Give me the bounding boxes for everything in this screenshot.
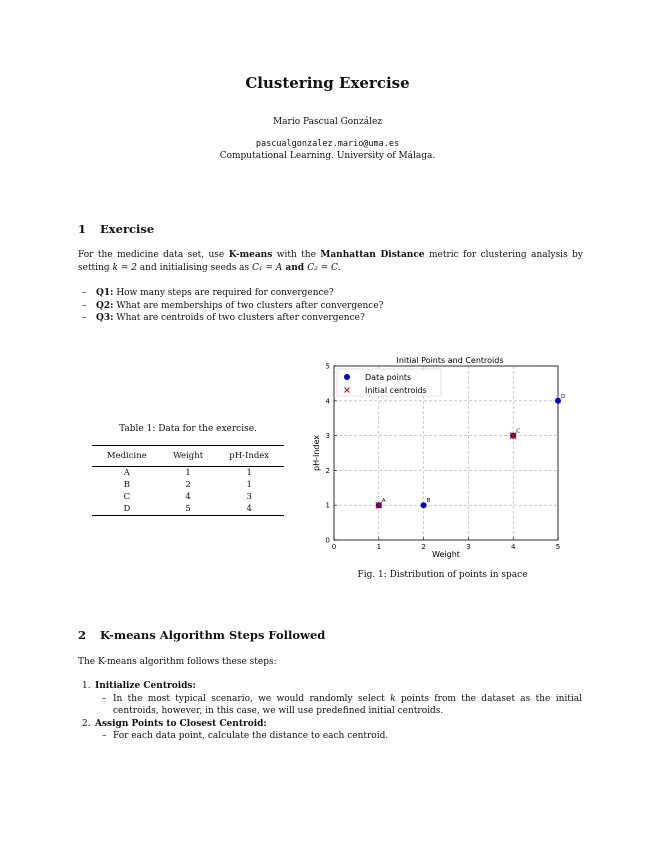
list-item: – Q1: How many steps are required for convergence? <box>82 287 592 300</box>
data-point-label: B <box>426 498 431 505</box>
author-name: Mario Pascual González <box>272 117 383 127</box>
list-item: – Q2: What are memberships of two clusters after convergence? <box>82 300 592 313</box>
y-tick-label: 2 <box>325 466 330 475</box>
table-row: A 1 1 <box>123 468 252 478</box>
table-row: B 2 1 <box>123 480 252 490</box>
paper-title: Clustering Exercise <box>245 74 410 92</box>
table-header: pH-Index <box>229 451 270 461</box>
y-axis-label: pH-Index <box>312 434 321 472</box>
legend-label: Initial centroids <box>365 386 427 395</box>
table-row: C 4 3 <box>123 492 252 502</box>
section-number: 2 <box>78 628 87 642</box>
x-tick-label: 4 <box>510 543 516 551</box>
section-heading-exercise <box>78 222 154 236</box>
y-tick-label: 3 <box>325 432 330 441</box>
section-heading-kmeans <box>78 628 325 642</box>
data-point-label: D <box>561 393 566 400</box>
table-caption: Table 1: Data for the exercise. <box>119 424 257 434</box>
x-tick-label: 3 <box>466 543 471 551</box>
kmeans-intro: The K-means algorithm follows these steps: <box>78 657 277 667</box>
section-title: K-means Algorithm Steps Followed <box>100 628 326 642</box>
data-layer <box>376 394 565 508</box>
list-item: 1. Initialize Centroids: – In the most typical scenario, we would randomly select k points from the dataset as the initial centroids, however, in this case, we will use predefined initial centroids. <box>82 681 582 716</box>
y-tick-label: 4 <box>325 397 330 406</box>
author-email: pascualgonzalez.mario@uma.es <box>255 139 400 149</box>
section-title: Exercise <box>100 222 155 236</box>
exercise-intro: For the medicine data set, use K-means with the Manhattan Distance metric for clustering analysis by setting k = 2 and initialising seeds as C₁ = A and C₂ = C. <box>78 250 583 273</box>
data-point-label: A <box>381 498 386 505</box>
legend <box>337 369 441 396</box>
section-number: 1 <box>78 222 87 236</box>
author-affiliation: Computational Learning. University of Málaga. <box>219 151 436 161</box>
steps-list <box>82 680 582 743</box>
list-item: 2. Assign Points to Closest Centroid: – For each data point, calculate the distance to each centroid. <box>82 718 389 741</box>
table-header: Medicine <box>106 451 147 461</box>
y-tick-label: 1 <box>325 501 330 510</box>
figure-caption: Fig. 1: Distribution of points in space <box>357 570 528 580</box>
data-point-label: C <box>516 428 521 435</box>
list-item: – Q3: What are centroids of two clusters after convergence? <box>82 312 592 325</box>
y-tick-label: 0 <box>325 536 330 545</box>
data-table <box>92 446 284 516</box>
x-tick-label: 0 <box>331 543 337 551</box>
x-tick-label: 5 <box>555 543 561 551</box>
x-tick-label: 1 <box>376 543 382 551</box>
table-header: Weight <box>172 451 204 461</box>
legend-label: Data points <box>365 373 412 382</box>
y-tick-label: 5 <box>325 362 330 371</box>
question-list <box>82 287 592 325</box>
chart-title: Initial Points and Centroids <box>396 356 504 365</box>
table-row: D 5 4 <box>92 503 284 516</box>
scatter-chart <box>310 352 575 564</box>
x-tick-label: 2 <box>421 543 426 551</box>
legend-marker-data-points <box>344 374 350 380</box>
x-axis-label: Weight <box>432 550 460 559</box>
